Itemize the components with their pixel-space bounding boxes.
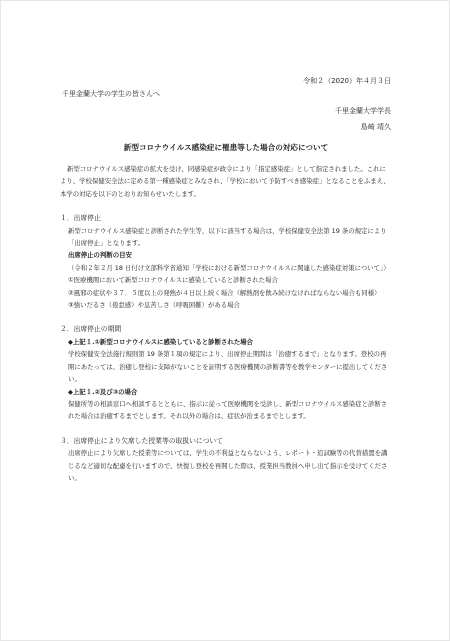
document-title: 新型コロナウイルス感染症に罹患等した場合の対応について	[123, 143, 329, 152]
addressee: 千里金蘭大学の学生の皆さんへ	[62, 90, 160, 98]
subsection-text-2: 保健所等の相談窓口へ相談するとともに、指示に従って医療機関を受診し、新型コロナウイルス感染症と診断された場合は治癒するまでとします。それ以外の場合は、症状が治まるまでとします。	[68, 399, 388, 421]
criteria-item-2: ②風邪の症状や３７．５度以上の発熱が４日以上続く場合（解熱剤を飲み続けなければならない場合も同様）	[68, 288, 381, 297]
section-content	[60, 447, 392, 484]
section-heading: ２．出席停止の期間	[60, 325, 122, 334]
criteria-note: （令和２年２月 18 日付け文部科学省通知「学校における新型コロナウイルスに関連した感染症対策について」）	[68, 263, 390, 272]
section-paragraph: 新型コロナウイルス感染症と診断された学生等、以下に該当する場合は、学校保健安全法第 19 条の規定により「出席停止」となります。	[68, 226, 387, 248]
criteria-heading: 出席停止の判断の目安	[68, 251, 132, 260]
subsection-heading-1: ◆上記１.①新型コロナウイルスに感染していると診断された場合	[68, 337, 253, 346]
section-absence-handling	[60, 435, 392, 485]
section-paragraph: 出席停止により欠席した授業等については、学生の不利益とならないよう、レポート・追試験等の代替措置を講じるなど適切な配慮を行いますので、快復し登校を再開した際は、授業担当教員へ申し出て指示を受けてください。	[68, 449, 388, 482]
sender-block	[335, 103, 391, 135]
document-date: 令和２（2020）年４月３日	[303, 77, 391, 85]
section-attendance-suspension	[60, 212, 392, 311]
sender-name: 島崎 靖久	[360, 123, 391, 131]
section-suspension-period	[60, 323, 392, 422]
sender-organization: 千里金蘭大学学長	[335, 107, 391, 115]
criteria-item-1: ①医療機関において新型コロナウイルスに感染していると診断された場合	[68, 276, 278, 285]
intro-paragraph: 新型コロナウイルス感染症の拡大を受け、同感染症が政令により「指定感染症」として指定されました。これにより、学校保健安全法に定める第一種感染症とみなされ、「学校において予防すべき感染症」となることをふまえ、本学の対応を以下のとおりお知らせいたします。	[60, 165, 390, 198]
section-content	[60, 225, 392, 312]
criteria-item-3: ③強いだるさ（倦怠感）や息苦しさ（呼吸困難）がある場合	[68, 301, 240, 310]
section-heading: １．出席停止	[60, 214, 101, 223]
section-content	[60, 336, 392, 423]
section-heading: ３．出席停止により欠席した授業等の取扱いについて	[60, 436, 223, 445]
subsection-text-1: 学校保健安全法施行規則第 19 条第１項の規定により、出席停止期間は「治癒するまで」となります。登校の再開にあたっては、治癒し登校に支障がないことを証明する医療機関の診断書等を教学センターに提出してください。	[68, 350, 388, 384]
subsection-heading-2: ◆上記１.②及び③の場合	[68, 387, 138, 396]
document-body	[60, 163, 392, 484]
